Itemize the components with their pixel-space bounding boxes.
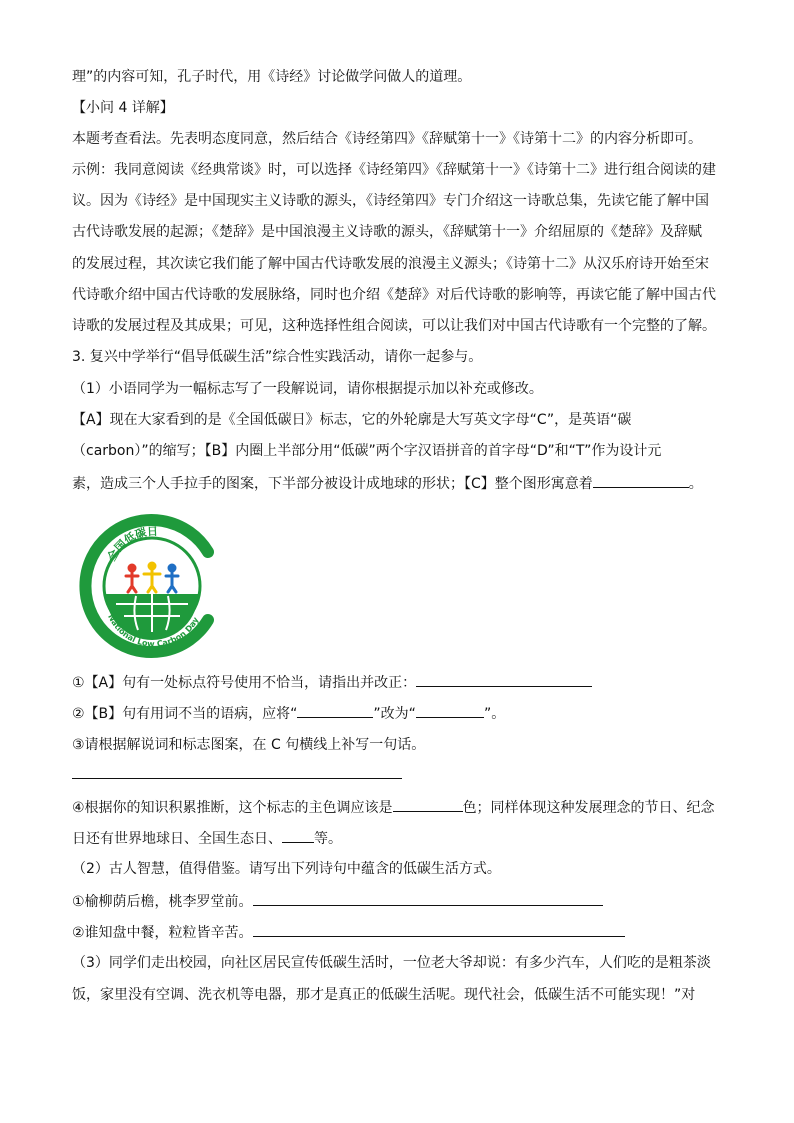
text-line: 古代诗歌发展的起源；《楚辞》是中国浪漫主义诗歌的源头，《辞赋第十一》介绍屈原的《楚辞》及辞赋 [72, 224, 702, 240]
answer-line-c[interactable] [72, 778, 402, 779]
answer-blank-poem1[interactable] [253, 891, 603, 906]
answer-blank-festival[interactable] [282, 828, 314, 843]
text-line [72, 828, 342, 849]
text-line: 示例：我同意阅读《经典常谈》时，可以选择《诗经第四》《辞赋第十一》《诗第十二》进行组合阅读的建 [72, 162, 716, 178]
logo-top-text: 全国低碳日 [105, 524, 159, 564]
answer-blank-poem2[interactable] [253, 922, 625, 937]
text-line [72, 922, 625, 943]
text-segment: 等。 [314, 831, 342, 847]
answer-blank-b2[interactable] [416, 703, 484, 718]
answer-blank-b1[interactable] [297, 703, 373, 718]
question-heading: 3. 复兴中学举行“倡导低碳生活”综合性实践活动，请你一起参与。 [72, 349, 483, 365]
people-holding-hands-icon [126, 562, 178, 593]
text-segment: ④根据你的知识积累推断，这个标志的主色调应该是 [72, 800, 393, 816]
text-line: 代诗歌介绍中国古代诗歌的发展脉络，同时也介绍《楚辞》对后代诗歌的影响等，再读它能了解中国古代 [72, 287, 716, 303]
text-segment: 色；同样体现这种发展理念的节日、纪念 [462, 800, 715, 816]
text-segment: ①榆柳荫后檐，桃李罗堂前。 [72, 894, 253, 910]
answer-blank-a[interactable] [416, 672, 592, 687]
text-segment: ①【A】句有一处标点符号使用不恰当，请指出并改正： [72, 675, 417, 691]
text-segment: ”改为“ [373, 706, 416, 722]
text-line [72, 473, 703, 494]
text-segment: ②【B】句有用词不当的语病，应将“ [72, 706, 298, 722]
text-line: （2）古人智慧，值得借鉴。请写出下列诗句中蕴含的低碳生活方式。 [72, 861, 501, 877]
section-heading: 【小问 4 详解】 [72, 100, 174, 116]
answer-blank-c[interactable] [593, 473, 689, 488]
low-carbon-day-logo [76, 512, 224, 660]
text-line: 的发展过程，其次读它我们能了解中国古代诗歌发展的浪漫主义源头；《诗第十二》从汉乐府诗开始至宋 [72, 256, 709, 272]
text-segment: 素，造成三个人手拉手的图案，下半部分被设计成地球的形状；【C】整个图形寓意着 [72, 476, 593, 492]
text-line: 议。因为《诗经》是中国现实主义诗歌的源头，《诗经第四》专门介绍这一诗歌总集，先读它能了解中国 [72, 193, 709, 209]
text-line [72, 703, 505, 724]
text-segment: 。 [688, 476, 703, 492]
text-line: （carbon）”的缩写；【B】内圈上半部分用“低碳”两个字汉语拼音的首字母“D”和“T”作为设计元 [72, 443, 662, 459]
text-line: （1）小语同学为一幅标志写了一段解说词，请你根据提示加以补充或修改。 [72, 381, 543, 397]
text-line: ③请根据解说词和标志图案，在 C 句横线上补写一句话。 [72, 737, 426, 753]
text-line: 理”的内容可知，孔子时代，用《诗经》讨论做学问做人的道理。 [72, 69, 472, 85]
text-line: 【A】现在大家看到的是《全国低碳日》标志，它的外轮廓是大写英文字母“C”，是英语“碳 [72, 412, 632, 428]
text-line [72, 672, 592, 693]
text-line: 诗歌的发展过程及其成果；可见，这种选择性组合阅读，可以让我们对中国古代诗歌有一个完整的了解。 [72, 318, 716, 334]
answer-blank-color[interactable] [393, 797, 463, 812]
logo-ring-text: National Low Carbon Day [106, 612, 201, 649]
text-line: （3）同学们走出校园，向社区居民宣传低碳生活时，一位老大爷却说：有多少汽车，人们吃的是粗茶淡 [72, 955, 711, 971]
text-segment: ”。 [483, 706, 506, 722]
text-line [72, 797, 715, 818]
text-line: 本题考查看法。先表明态度同意，然后结合《诗经第四》《辞赋第十一》《诗第十二》的内容分析即可。 [72, 131, 702, 147]
text-line [72, 891, 603, 912]
text-segment: 日还有世界地球日、全国生态日、 [72, 831, 282, 847]
text-line: 饭，家里没有空调、洗衣机等电器，那才是真正的低碳生活呢。现代社会，低碳生活不可能实现！”对 [72, 987, 696, 1003]
text-segment: ②谁知盘中餐，粒粒皆辛苦。 [72, 925, 253, 941]
